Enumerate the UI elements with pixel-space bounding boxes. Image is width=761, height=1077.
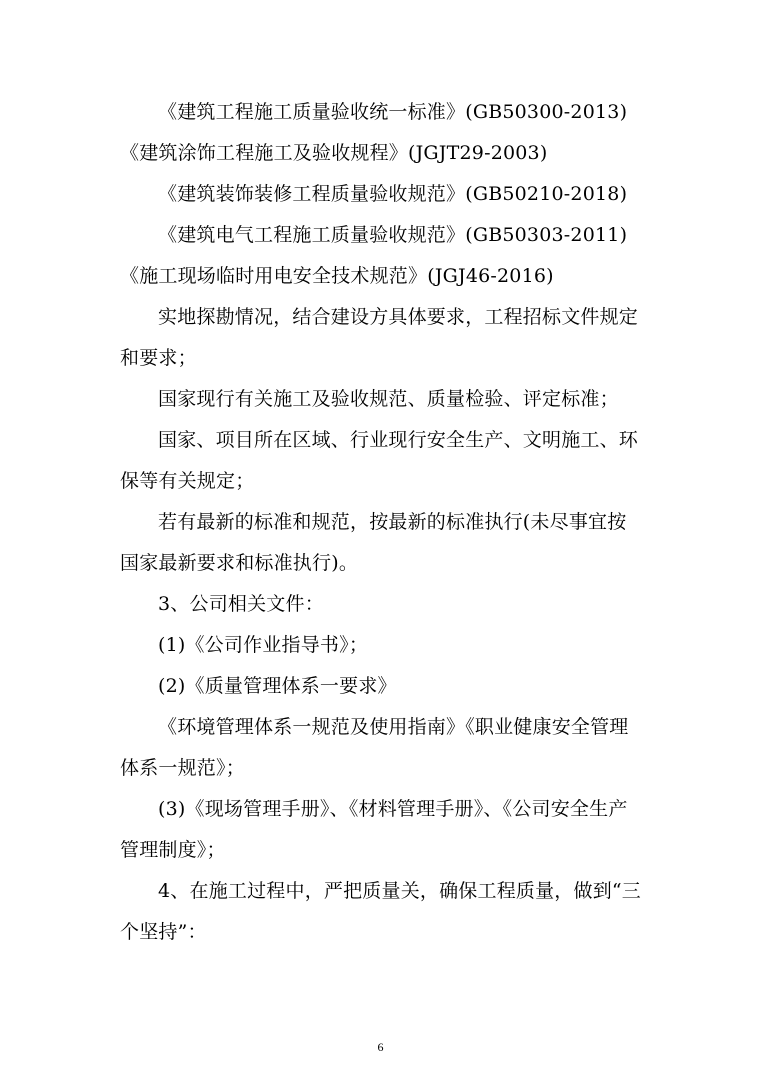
paragraph-latest-standards: 若有最新的标准和规范，按最新的标准执行(未尽事宜按国家最新要求和标准执行)。 [120,511,627,574]
paragraph-environment-health-systems: 《环境管理体系一规范及使用指南》《职业健康安全管理体系一规范》； [120,716,629,779]
paragraph-site-survey: 实地探勘情况，结合建设方具体要求，工程招标文件规定和要求； [120,306,639,369]
paragraph-standard-gb50300: 《建筑工程施工质量验收统一标准》(GB50300-2013)《建筑涂饰工程施工及验收规程》(JGJT29-2003) [120,101,628,164]
paragraph-standard-gb50210: 《建筑装饰装修工程质量验收规范》(GB50210-2018) [158,183,628,205]
list-item-quality-system: (2)《质量管理体系一要求》 [158,675,397,697]
list-item-work-instructions: (1)《公司作业指导书》； [158,634,369,656]
section-heading-company-documents: 3、公司相关文件： [158,593,324,615]
paragraph-standard-gb50303: 《建筑电气工程施工质量验收规范》(GB50303-2011)《施工现场临时用电安全技术规范》(JGJ46-2016) [120,224,628,287]
section-heading-quality-control: 4、在施工过程中，严把质量关，确保工程质量，做到“三个坚持”： [120,880,642,943]
paragraph-national-standards: 国家现行有关施工及验收规范、质量检验、评定标准； [158,388,619,410]
page-number: 6 [377,1040,384,1054]
list-item-manuals: (3)《现场管理手册》、《材料管理手册》、《公司安全生产管理制度》； [120,798,628,861]
paragraph-safety-regulations: 国家、项目所在区域、行业现行安全生产、文明施工、环保等有关规定； [120,429,639,492]
